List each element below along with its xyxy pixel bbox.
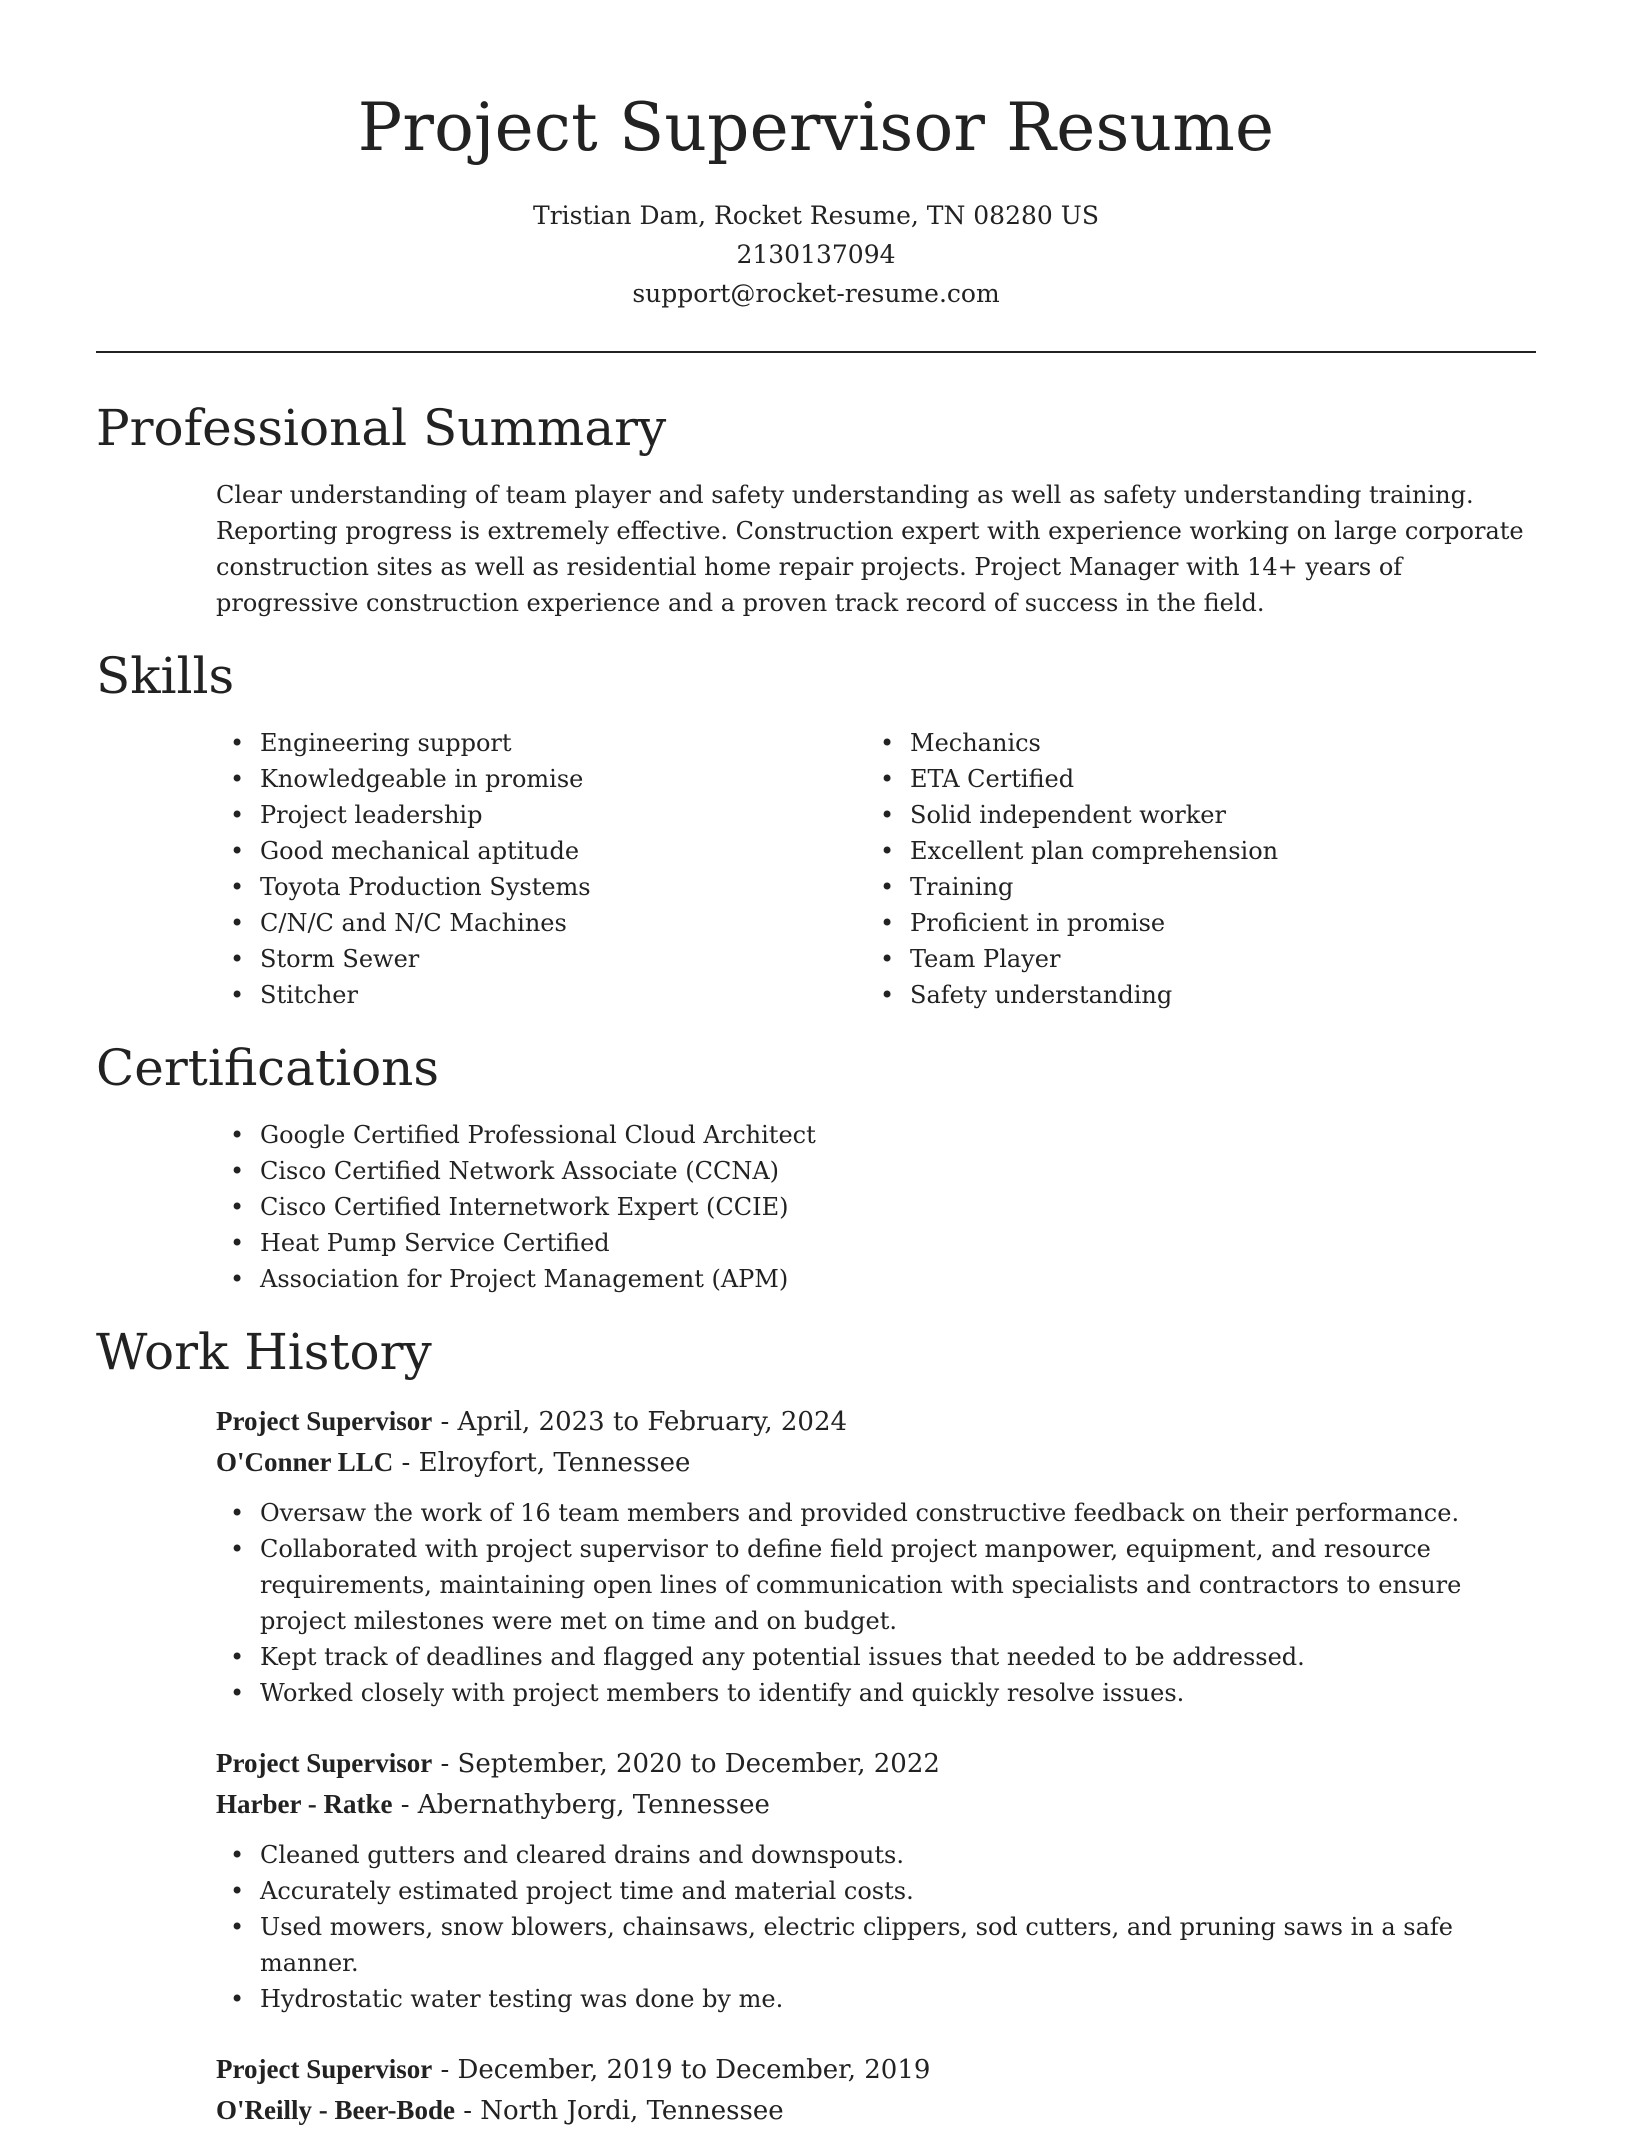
job-title: Project Supervisor	[216, 2054, 433, 2084]
certifications-section	[96, 1037, 1536, 1297]
skills-heading: Skills	[96, 647, 235, 705]
job-title: Project Supervisor	[216, 1748, 433, 1778]
contact-email: support@rocket-resume.com	[632, 279, 1000, 308]
job-company: Harber - Ratke	[216, 1789, 393, 1819]
separator: -	[454, 2096, 481, 2126]
separator: -	[432, 1407, 458, 1437]
job-company: O'Reilly - Beer-Bode	[216, 2095, 455, 2125]
contact-block	[96, 196, 1536, 313]
job-company: O'Conner LLC	[216, 1447, 394, 1477]
skill-item: • Excellent plan comprehension	[866, 833, 1516, 869]
skill-item: • Good mechanical aptitude	[216, 833, 866, 869]
certification-item: • Google Certified Professional Cloud Architect	[216, 1117, 1536, 1153]
job-company-line	[216, 1784, 1536, 1825]
resume-title: Project Supervisor Resume	[357, 89, 1275, 166]
skills-list-right	[866, 725, 1516, 1013]
skill-item: • Project leadership	[216, 797, 866, 833]
job-location: Abernathyberg, Tennessee	[417, 1790, 770, 1820]
skill-item: • Knowledgeable in promise	[216, 761, 866, 797]
certification-item: • Cisco Certified Network Associate (CCNA)	[216, 1153, 1536, 1189]
summary-section	[96, 397, 1536, 621]
certification-item: • Association for Project Management (APM)	[216, 1261, 1536, 1297]
contact-phone: 2130137094	[736, 240, 896, 269]
job-dates: December, 2019 to December, 2019	[457, 2055, 931, 2085]
separator: -	[432, 1749, 458, 1779]
skill-item: • Stitcher	[216, 977, 866, 1013]
certification-item: • Heat Pump Service Certified	[216, 1225, 1536, 1261]
job-bullets	[216, 1837, 1536, 2017]
skill-item: • Engineering support	[216, 725, 866, 761]
skill-item: • ETA Certified	[866, 761, 1516, 797]
job-location: Elroyfort, Tennessee	[418, 1448, 691, 1478]
job-title: Project Supervisor	[216, 1406, 433, 1436]
certifications-heading: Certifications	[96, 1039, 440, 1097]
job-entry	[216, 2049, 1536, 2131]
skill-item: • C/N/C and N/C Machines	[216, 905, 866, 941]
job-bullet: • Oversaw the work of 16 team members and provided constructive feedback on their performance.	[216, 1495, 1536, 1531]
skill-item: • Team Player	[866, 941, 1516, 977]
separator: -	[432, 2055, 458, 2085]
certifications-list	[216, 1117, 1536, 1297]
separator: -	[392, 1790, 418, 1820]
contact-address: Tristian Dam, Rocket Resume, TN 08280 US	[533, 201, 1099, 230]
job-bullet: • Hydrostatic water testing was done by me.	[216, 1981, 1536, 2017]
skill-item: • Training	[866, 869, 1516, 905]
job-entry	[216, 1743, 1536, 2017]
job-title-line	[216, 2049, 1536, 2090]
skill-item: • Safety understanding	[866, 977, 1516, 1013]
summary-heading: Professional Summary	[96, 399, 667, 457]
skill-item: • Mechanics	[866, 725, 1516, 761]
job-company-line	[216, 1442, 1536, 1483]
resume-header	[96, 0, 1536, 313]
work-history-section	[96, 1321, 1536, 2131]
skill-item: • Storm Sewer	[216, 941, 866, 977]
skill-item: • Toyota Production Systems	[216, 869, 866, 905]
skills-section	[96, 645, 1536, 1013]
skill-item: • Solid independent worker	[866, 797, 1516, 833]
job-location: North Jordi, Tennessee	[480, 2096, 784, 2126]
job-dates: April, 2023 to February, 2024	[457, 1407, 848, 1437]
skills-columns	[216, 725, 1536, 1013]
job-bullet: • Worked closely with project members to identify and quickly resolve issues.	[216, 1675, 1536, 1711]
skills-list-left	[216, 725, 866, 1013]
job-bullet: • Used mowers, snow blowers, chainsaws, electric clippers, sod cutters, and pruning saws in a safe manner.	[216, 1909, 1536, 1981]
job-entry	[216, 1401, 1536, 1711]
header-divider	[96, 351, 1536, 353]
separator: -	[393, 1448, 419, 1478]
work-history-heading: Work History	[96, 1323, 432, 1381]
job-bullet: • Collaborated with project supervisor to define field project manpower, equipment, and resource requirements, maintaining open lines of communication with specialists and contractors to ensure project milestones were met on time and on budget.	[216, 1531, 1536, 1639]
job-bullet: • Accurately estimated project time and material costs.	[216, 1873, 1536, 1909]
job-dates: September, 2020 to December, 2022	[457, 1749, 940, 1779]
certification-item: • Cisco Certified Internetwork Expert (CCIE)	[216, 1189, 1536, 1225]
job-bullets	[216, 1495, 1536, 1711]
job-title-line	[216, 1743, 1536, 1784]
job-company-line	[216, 2090, 1536, 2131]
job-bullet: • Kept track of deadlines and flagged any potential issues that needed to be addressed.	[216, 1639, 1536, 1675]
job-title-line	[216, 1401, 1536, 1442]
summary-text: Clear understanding of team player and safety understanding as well as safety understanding training. Reporting progress is extremely effective. Construction expert with experience working on large corporate construction sites as well as residential home repair projects. Project Manager with 14+ years of progressive construction experience and a proven track record of success in the field.	[216, 481, 1524, 617]
skill-item: • Proficient in promise	[866, 905, 1516, 941]
job-bullet: • Cleaned gutters and cleared drains and downspouts.	[216, 1837, 1536, 1873]
